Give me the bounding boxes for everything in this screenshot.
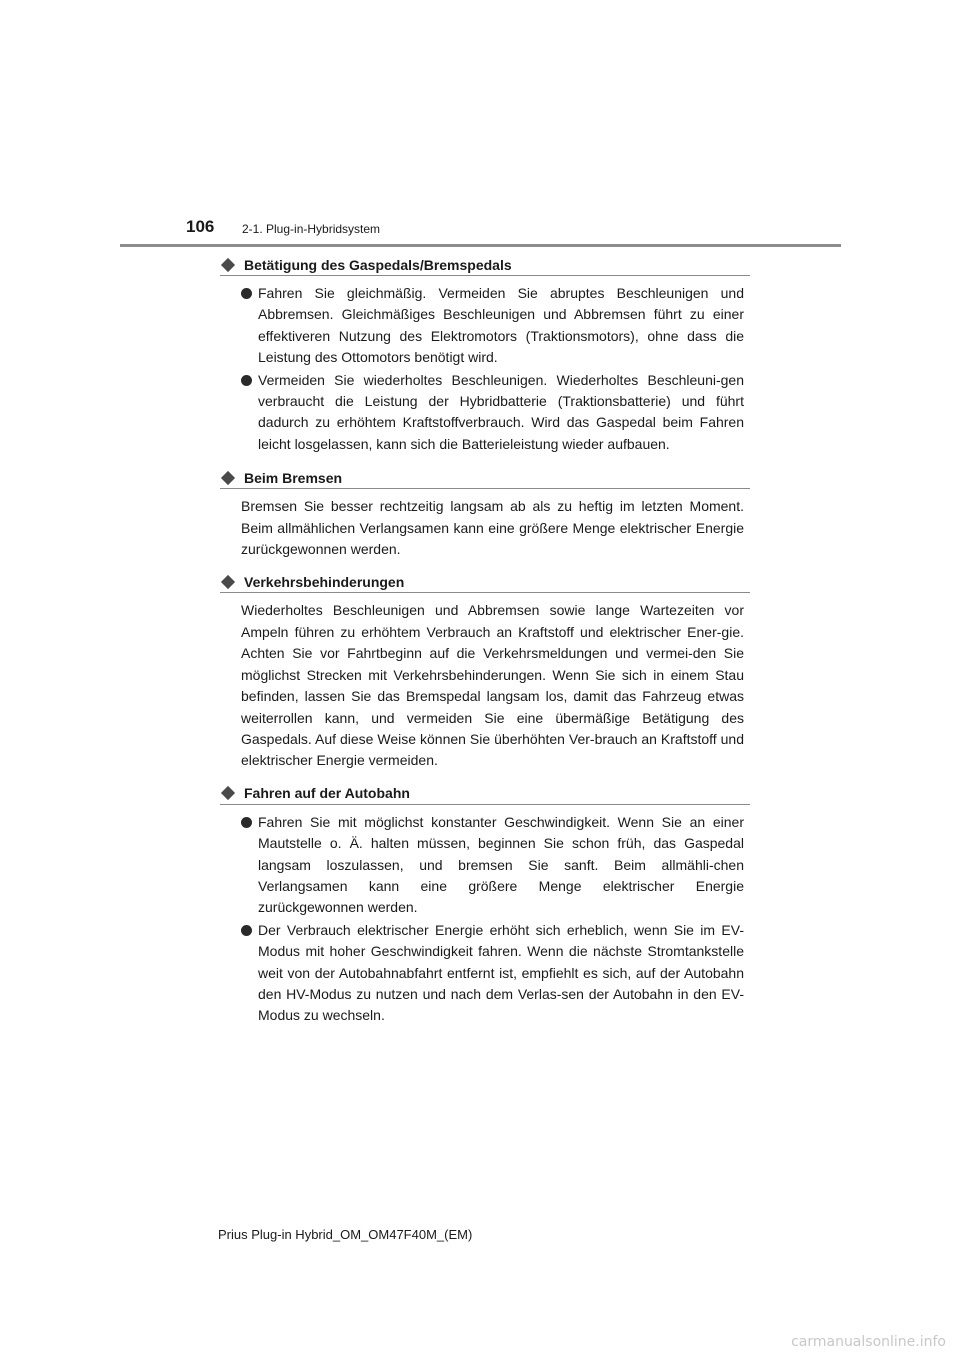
list-item-text: Fahren Sie gleichmäßig. Vermeiden Sie abruptes Beschleunigen und Abbremsen. Gleichmäßiges Beschleunigen und Abbremsen führt zu einer effektiveren Nutzung des Elektromotors (Traktionsmotors), ohne dass die Leistung des Ottomotors benötigt wird. [258, 285, 744, 366]
section-gas-brake-pedal [220, 254, 750, 455]
section-highway [220, 783, 750, 1027]
list-item-text: Der Verbrauch elektrischer Energie erhöht sich erheblich, wenn Sie im EV-Modus mit hoher Geschwindigkeit fahren. Wenn die nächste Stromtankstelle weit von der Autobahnabfahrt entfernt ist, empfiehlt es sich, auf der Autobahn den HV-Modus zu nutzen und nach dem Verlas-sen der Autobahn in den EV-Modus zu wechseln. [258, 921, 744, 1024]
section-heading [220, 783, 750, 805]
diamond-bullet-icon [221, 471, 235, 485]
section-heading [220, 467, 750, 489]
list-item-text: Fahren Sie mit möglichst konstanter Geschwindigkeit. Wenn Sie an einer Mautstelle o. Ä. halten müssen, beginnen Sie schon früh, das Gaspedal langsam loszulassen, und bremsen Sie sanft. Beim allmähli-chen Verlangsamen kann eine größere Menge elektrischer Energie zurückgewonnen werden. [258, 813, 744, 916]
section-title: Betätigung des Gaspedals/Bremspedals [244, 256, 512, 273]
section-title: Fahren auf der Autobahn [244, 785, 410, 802]
section-paragraph: Bremsen Sie besser rechtzeitig langsam ab als zu heftig im letzten Moment. Beim allmählichen Verlangsamen kann eine größere Menge elektrischer Energie zurückgewonnen werden. [241, 498, 744, 558]
bullet-dot-icon [241, 288, 252, 299]
chapter-title: 2-1. Plug-in-Hybridsystem [242, 222, 381, 236]
section-paragraph: Wiederholtes Beschleunigen und Abbremsen sowie lange Wartezeiten vor Ampeln führen zu erhöhtem Verbrauch an Kraftstoff und elektrischer Ener-gie. Achten Sie vor Fahrtbeginn auf die Verkehrsmeldungen und vermei-den Sie möglichst Strecken mit Verkehrsbehinderungen. Wenn Sie sich in einem Stau befinden, lassen Sie das Bremspedal langsam los, damit das Fahrzeug etwas weiterrollen kann, und vermeiden Sie eine übermäßige Betätigung des Gaspedals. Auf diese Weise können Sie überhöhten Ver-brauch an Kraftstoff und elektrischer Energie vermeiden. [241, 602, 744, 769]
list-item [220, 812, 750, 919]
page-number: 106 [186, 217, 215, 236]
list-item [220, 283, 750, 369]
page-content [220, 254, 750, 1028]
section-braking [220, 467, 750, 560]
diamond-bullet-icon [221, 575, 235, 589]
section-title: Beim Bremsen [244, 469, 343, 486]
section-heading [220, 571, 750, 593]
bullet-dot-icon [241, 817, 252, 828]
diamond-bullet-icon [221, 257, 235, 271]
section-heading [220, 254, 750, 276]
section-title: Verkehrsbehinderungen [244, 573, 405, 590]
diamond-bullet-icon [221, 786, 235, 800]
bullet-dot-icon [241, 375, 252, 386]
list-item-text: Vermeiden Sie wiederholtes Beschleunigen. Wiederholtes Beschleuni-gen verbraucht die Leistung der Hybridbatterie (Traktionsbatterie) und führt dadurch zu erhöhtem Kraftstoffverbrauch. Wird das Gaspedal beim Fahren leicht losgelassen, kann sich die Batterieleistung wieder aufbauen. [258, 371, 744, 452]
footer-manual-id: Prius Plug-in Hybrid_OM_OM47F40M_(EM) [218, 1227, 473, 1242]
section-traffic [220, 571, 750, 771]
list-item [220, 920, 750, 1027]
header-rule [120, 244, 841, 247]
watermark: carmanualsonline.info [791, 1334, 946, 1350]
bullet-dot-icon [241, 925, 252, 936]
list-item [220, 370, 750, 456]
